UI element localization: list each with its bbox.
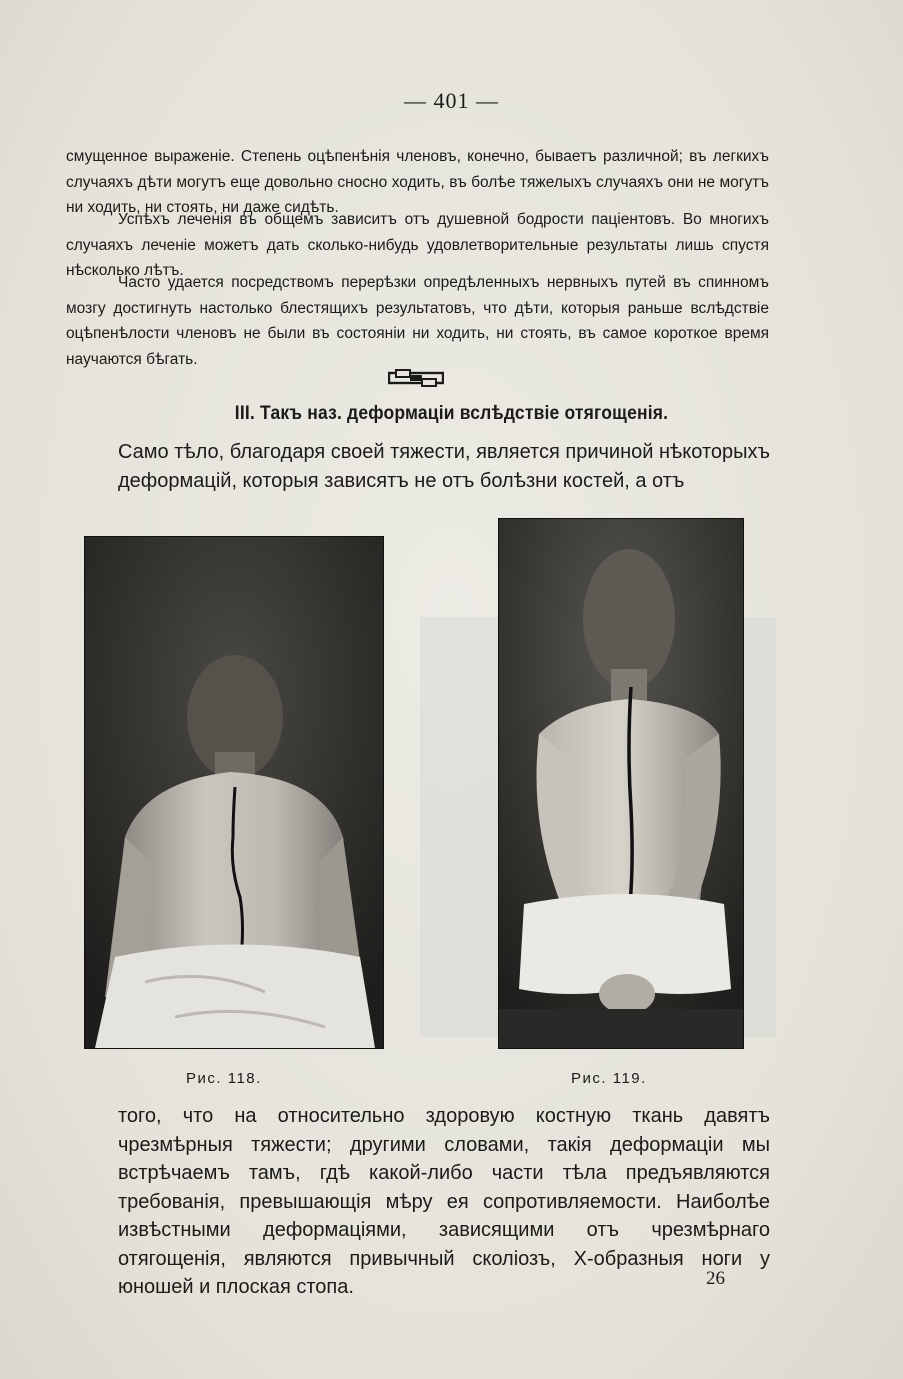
section-heading: III. Такъ наз. деформаціи вслѣдствіе отягощенія. (234, 403, 669, 424)
paragraph-3: Часто удается посредствомъ перерѣзки опредѣленныхъ нервныхъ путей въ спинномъ мозгу достигнуть настолько блестящихъ результатовъ, что дѣти, которыя раньше вслѣдствіе оцѣпенѣлости членовъ не были въ состояніи ни ходить, ни стоять, въ самое короткое время научаются бѣгать. (66, 274, 769, 368)
paragraph-1: смущенное выраженіе. Степень оцѣпенѣнія членовъ, конечно, бываетъ различной; въ легкихъ случаяхъ дѣти могутъ еще довольно сносно ходить, въ болѣе тяжелыхъ случаяхъ они не могутъ ни ходить, ни стоять, ни даже сидѣть. (66, 148, 769, 216)
figure-118-photo (84, 536, 384, 1049)
back-scoliosis-illustration-119 (499, 519, 743, 1048)
figure-119-caption: Рис. 119. (571, 1070, 647, 1087)
ornament-divider (388, 369, 444, 387)
figure-118-caption: Рис. 118. (186, 1070, 262, 1087)
figure-119-photo (498, 518, 744, 1049)
paragraph-4: Само тѣло, благодаря своей тяжести, является причиной нѣкоторыхъ деформацій, которыя зависятъ не отъ болѣзни костей, а отъ (118, 441, 770, 492)
page-number: — 401 — (404, 88, 499, 113)
paragraph-5: того, что на относительно здоровую костную ткань давятъ чрезмѣрныя тяжести; другими словами, такія деформаціи мы встрѣчаемъ тамъ, гдѣ какой-либо части тѣла предъявляются требованія, превышающія мѣру ея сопротивляемости. Наиболѣе извѣстными деформаціями, зависящими отъ чрезмѣрнаго отягощенія, являются привычный сколіозъ, Х-образныя ноги у юношей и плоская стопа. (118, 1105, 770, 1298)
back-scoliosis-illustration-118 (85, 537, 383, 1048)
paragraph-2: Успѣхъ леченія въ общемъ зависитъ отъ душевной бодрости паціентовъ. Во многихъ случаяхъ леченіе можетъ дать сколько-нибудь удовлетворительные результаты лишь спустя нѣсколько лѣтъ. (66, 211, 769, 279)
signature-number: 26 (706, 1268, 725, 1289)
